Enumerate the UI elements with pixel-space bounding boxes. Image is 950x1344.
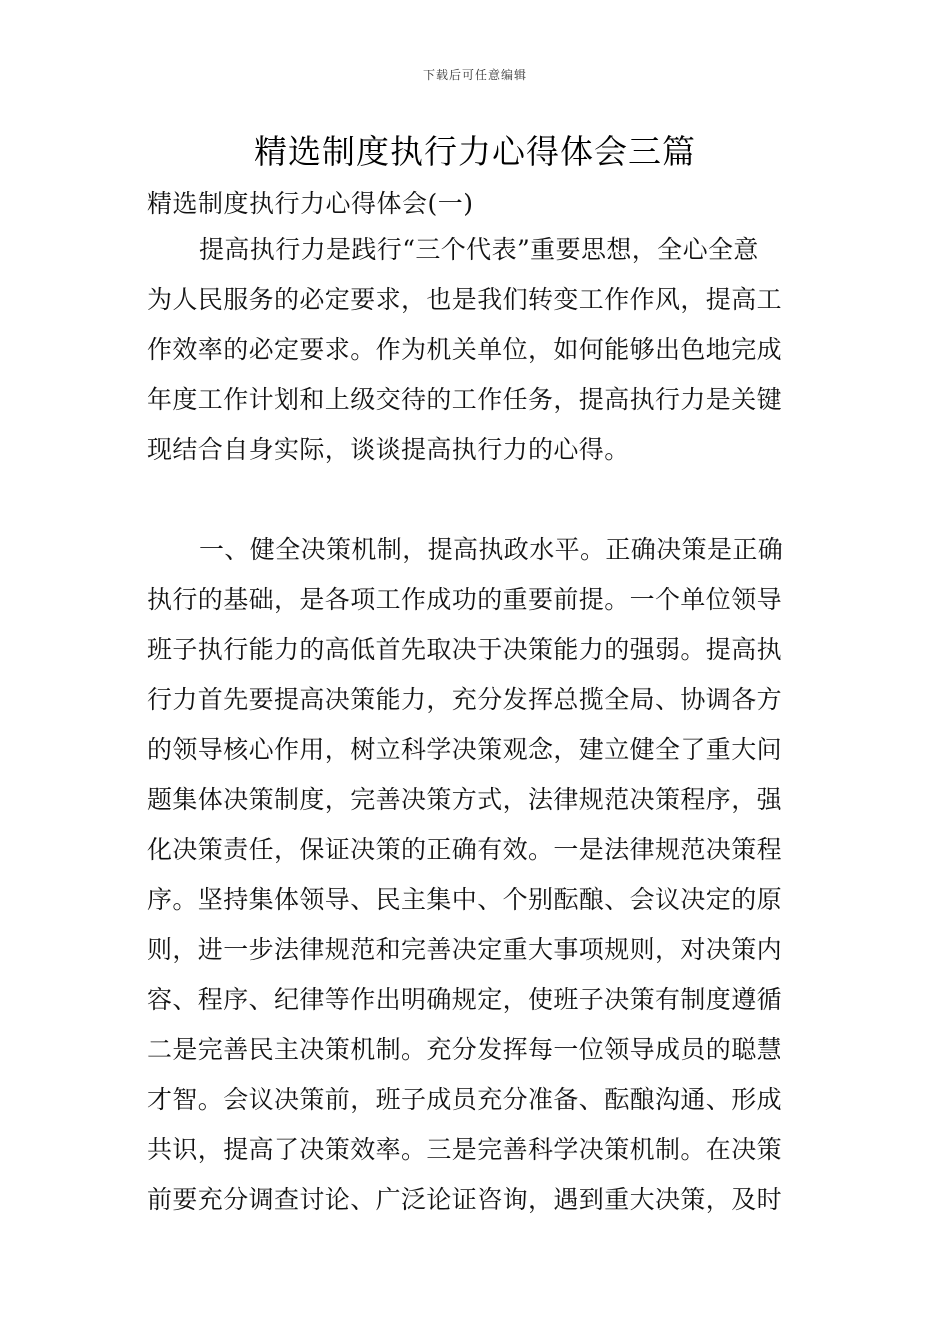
- paragraph-line: 化决策责任，保证决策的正确有效。一是法律规范决策程: [147, 835, 783, 864]
- paragraph-line: 题集体决策制度，完善决策方式，法律规范决策程序，强: [147, 785, 783, 814]
- header-note: 下载后可任意编辑: [422, 68, 527, 82]
- paragraph-line: 才智。会议决策前，班子成员充分准备、酝酿沟通、形成: [147, 1085, 783, 1114]
- paragraph-line: 现结合自身实际，谈谈提高执行力的心得。: [147, 435, 630, 464]
- section-heading: 精选制度执行力心得体会(一): [147, 189, 474, 218]
- paragraph-line: 作效率的必定要求。作为机关单位，如何能够出色地完成: [147, 335, 783, 364]
- paragraph-line: 班子执行能力的高低首先取决于决策能力的强弱。提高执: [147, 635, 783, 664]
- paragraph-line: 则，进一步法律规范和完善决定重大事项规则，对决策内: [147, 935, 783, 964]
- paragraph-line: 前要充分调查讨论、广泛论证咨询，遇到重大决策，及时: [147, 1185, 783, 1214]
- paragraph-intro: [147, 225, 807, 475]
- paragraph-line: 共识，提高了决策效率。三是完善科学决策机制。在决策: [147, 1135, 783, 1164]
- paragraph-line: 执行的基础，是各项工作成功的重要前提。一个单位领导: [147, 585, 783, 614]
- document-title: 精选制度执行力心得体会三篇: [254, 132, 696, 171]
- paragraph-line: 行力首先要提高决策能力，充分发挥总揽全局、协调各方: [147, 685, 783, 714]
- paragraph-line: 提高执行力是践行“三个代表”重要思想，全心全意: [199, 235, 759, 264]
- paragraph-line: 容、程序、纪律等作出明确规定，使班子决策有制度遵循: [147, 985, 783, 1014]
- paragraph-line: 为人民服务的必定要求，也是我们转变工作作风，提高工: [147, 285, 783, 314]
- paragraph-line: 一、健全决策机制，提高执政水平。正确决策是正确: [199, 535, 784, 564]
- paragraph-section-one: [147, 525, 807, 1225]
- paragraph-line: 的领导核心作用，树立科学决策观念，建立健全了重大问: [147, 735, 783, 764]
- paragraph-line: 二是完善民主决策机制。充分发挥每一位领导成员的聪慧: [147, 1035, 783, 1064]
- paragraph-line: 年度工作计划和上级交待的工作任务，提高执行力是关键: [147, 385, 783, 414]
- paragraph-line: 序。坚持集体领导、民主集中、个别酝酿、会议决定的原: [147, 885, 783, 914]
